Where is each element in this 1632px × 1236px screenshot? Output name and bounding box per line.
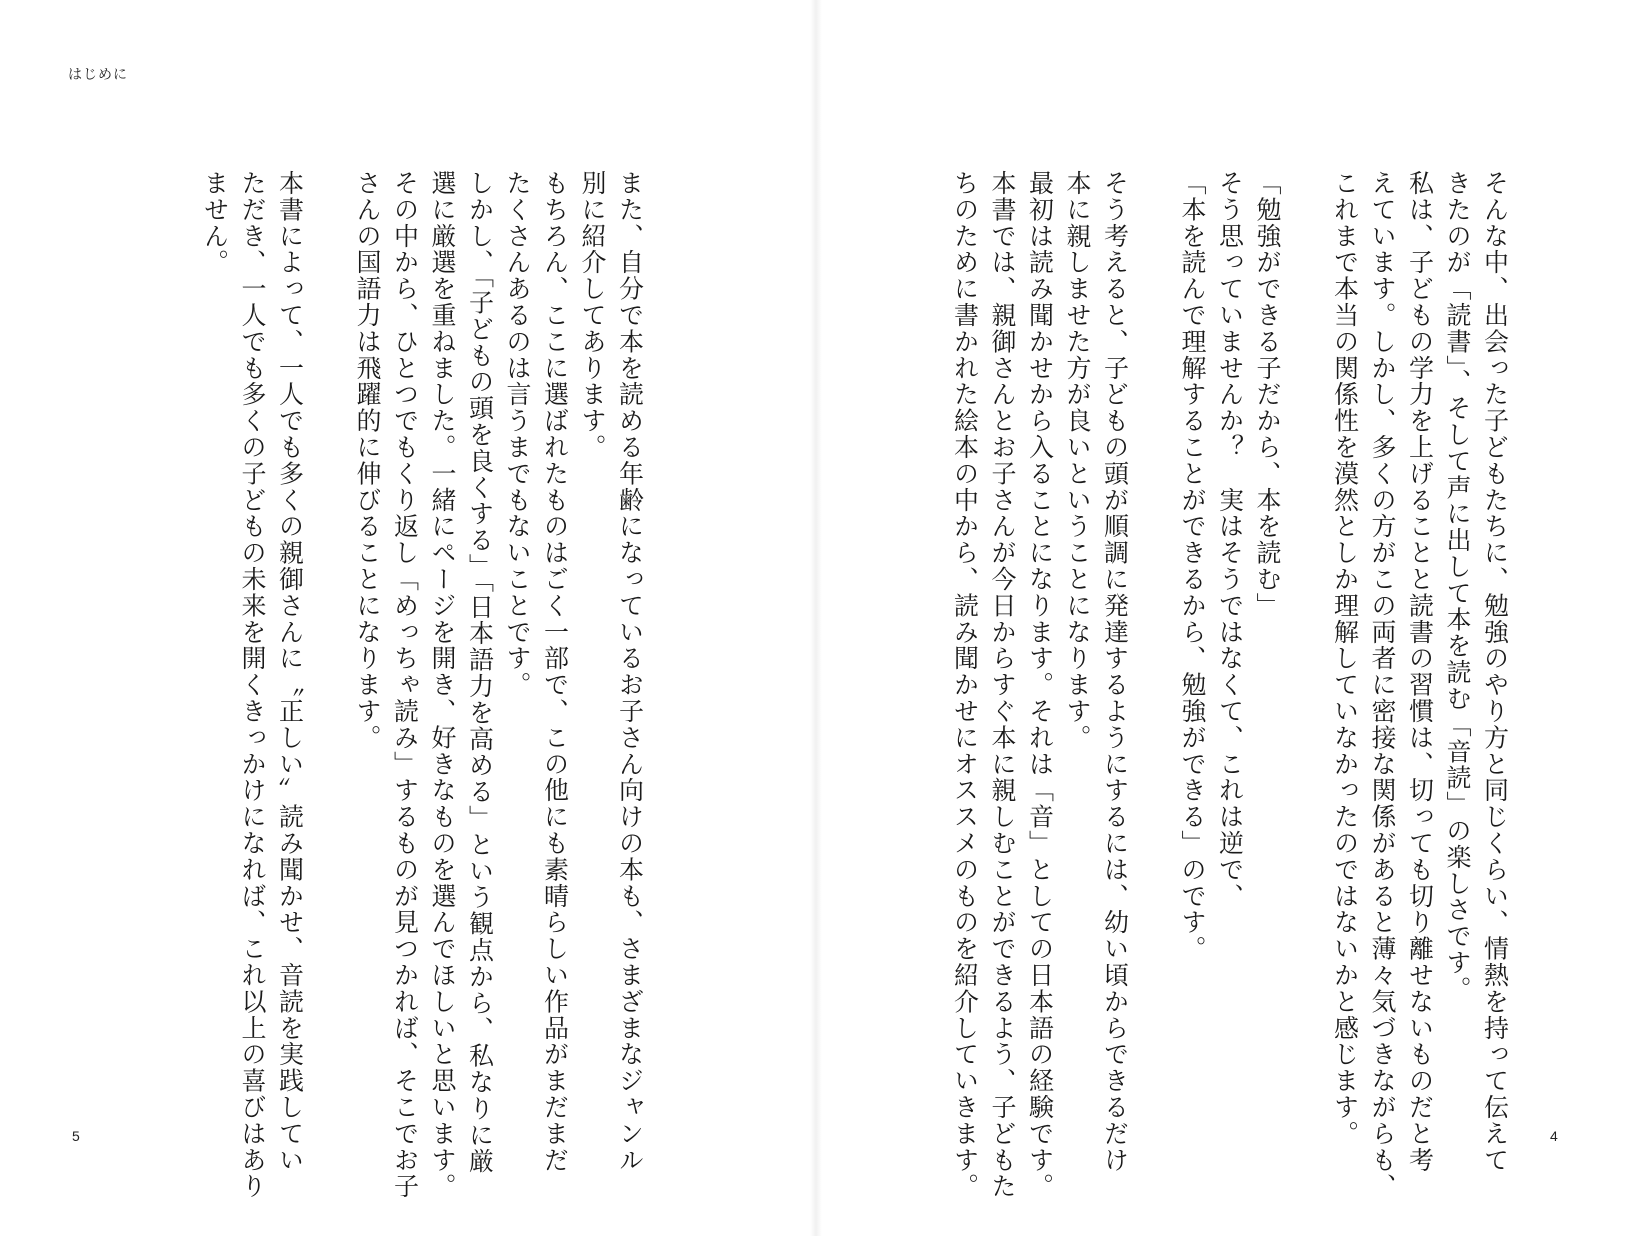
text-line: もちろん、ここに選ばれたものはごく一部で、この他にも素晴らしい作品がまだまだ [540,170,570,1174]
text-line: 選に厳選を重ねました。一緒にページを開き、好きなものを選んでほしいと思います。 [428,170,457,1200]
text-line: さんの国語力は飛躍的に伸びることになります。 [353,170,382,751]
page-number-left: 5 [72,1128,80,1144]
paragraph-gap [309,170,349,1090]
text-line: しかし、「子どもの頭を良くする」「日本語力を高める」という観点から、私なりに厳 [465,170,495,1175]
text-line: 本書によって、一人でも多くの親御さんに〝正しい〟読み聞かせ、音読を実践してい [275,170,305,1174]
text-line: 「勉強ができる子だから、本を読む」 [1253,170,1282,619]
text-line: 本書では、親御さんとお子さんが今日からすぐ本に親しむことができるよう、子どもた [988,170,1017,1200]
right-page [816,0,1632,1236]
text-line: えています。しかし、多くの方がこの両者に密接な関係があると薄々気づきながらも、 [1368,170,1397,1200]
text-line: きたのが「読書」、そして声に出して本を読む「音読」の楽しさです。 [1443,170,1472,1003]
text-line: 「本を読んで理解することができるから、勉強ができる」のです。 [1178,170,1207,962]
left-page-body [196,170,649,1200]
right-page-body [946,170,1514,1200]
text-line: これまで本当の関係性を漠然としか理解していなかったのではないかと感じます。 [1330,170,1360,1147]
text-line: そう考えると、子どもの頭が順調に発達するようにするには、幼い頃からできるだけ [1100,170,1130,1174]
text-line: その中から、ひとつでもくり返し「めっちゃ読み」するものが見つかれば、そこでお子 [390,170,420,1200]
page-number-right: 4 [1550,1128,1558,1144]
text-line: ただき、一人でも多くの子どもの未来を開くきっかけになれば、これ以上の喜びはあり [238,170,267,1200]
text-line: 別に紹介してあります。 [578,170,607,461]
paragraph-gap [1134,170,1174,1090]
text-line: 本に親しませた方が良いということになります。 [1063,170,1092,751]
text-line: そんな中、出会った子どもたちに、勉強のやり方と同じくらい、情熱を持って伝えて [1480,170,1510,1174]
text-line: また、自分で本を読める年齢になっているお子さん向けの本も、さまざまなジャンル [615,170,645,1174]
text-line: そう思っていませんか？ 実はそうではなくて、これは逆で、 [1215,170,1245,910]
text-line: 最初は読み聞かせから入ることになります。それは「音」としての日本語の経験です。 [1025,170,1055,1200]
paragraph-gap [1286,170,1326,1090]
running-head: はじめに [68,67,128,83]
text-line: 私は、子どもの学力を上げることと読書の習慣は、切っても切り離せないものだと考 [1405,170,1435,1174]
text-line: たくさんあるのは言うまでもないことです。 [503,170,532,698]
text-line: ちのために書かれた絵本の中から、読み聞かせにオススメのものを紹介していきます。 [950,170,980,1200]
text-line: ません。 [200,170,230,276]
